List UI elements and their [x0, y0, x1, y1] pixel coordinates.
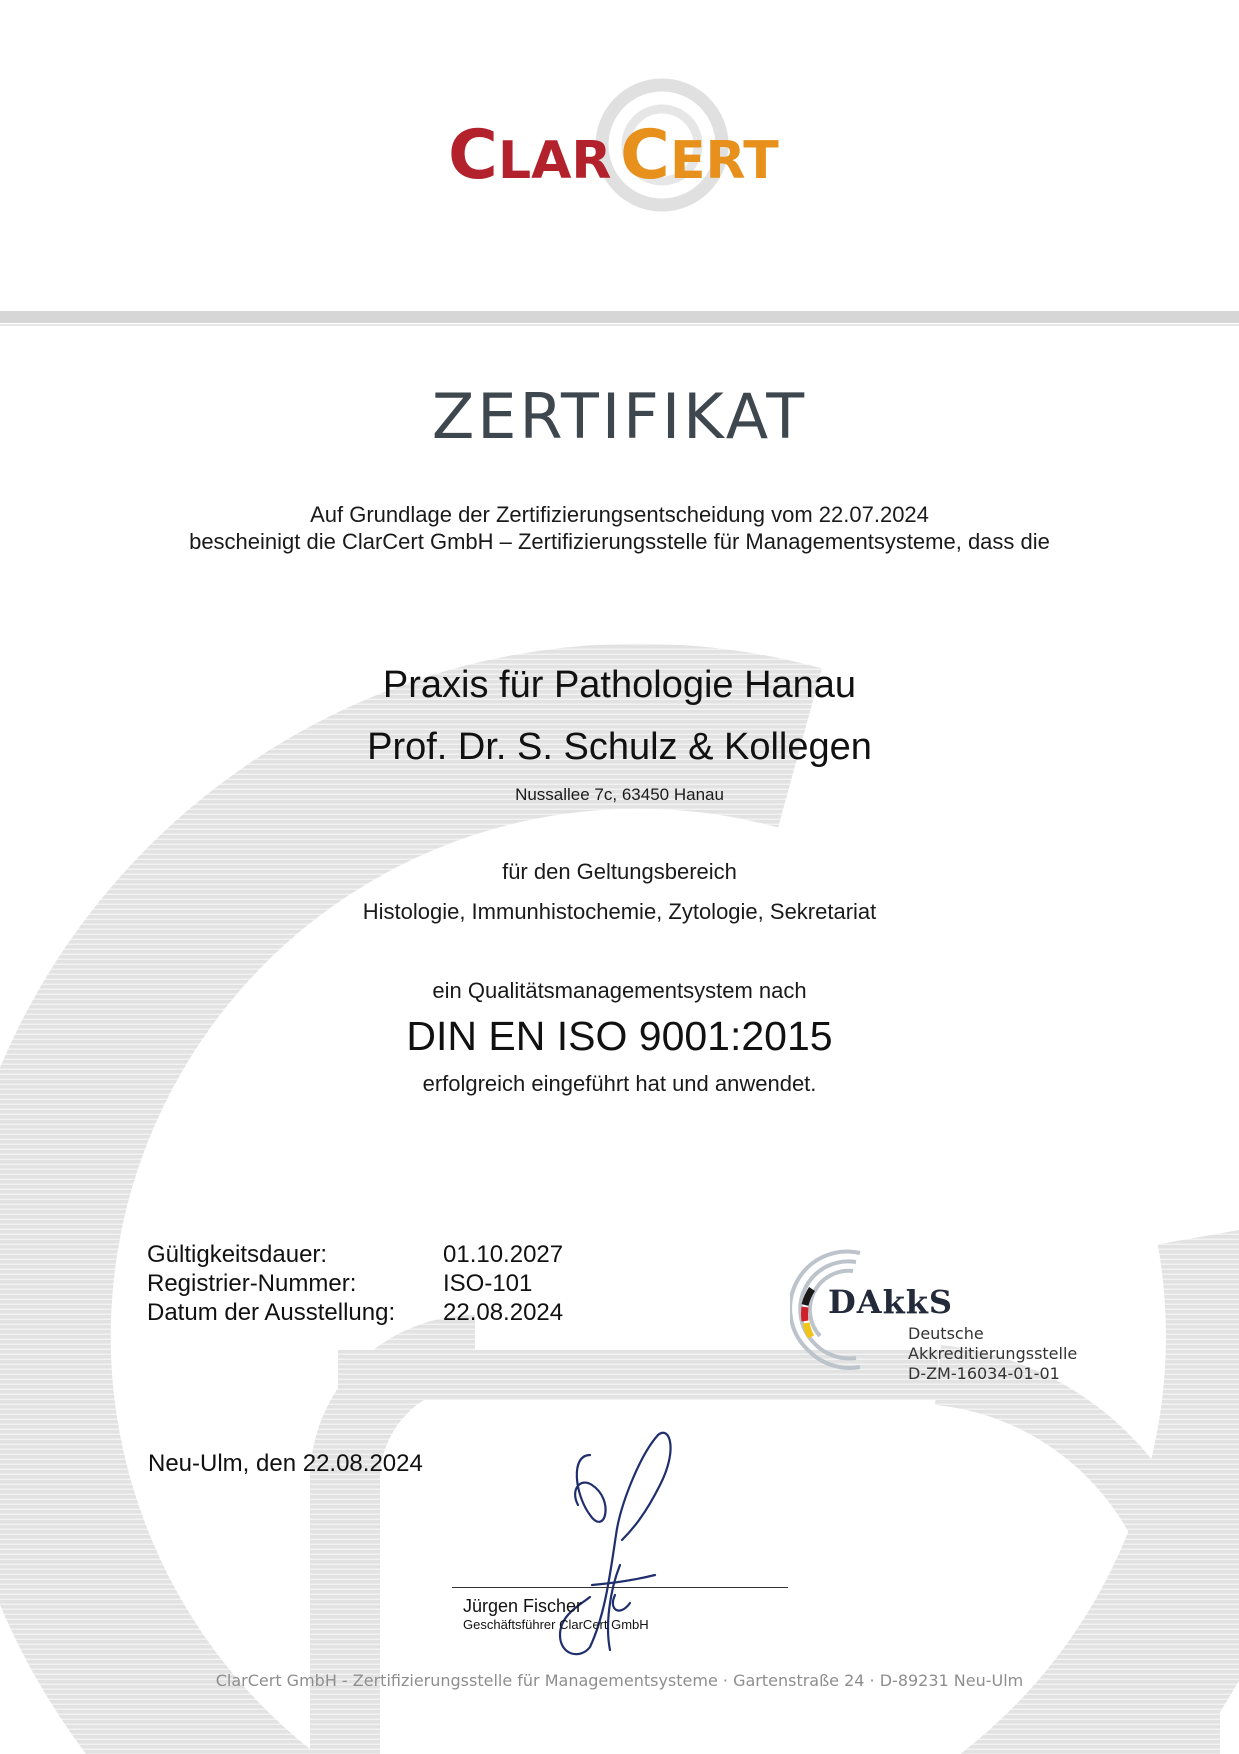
organization-partners: Prof. Dr. S. Schulz & Kollegen — [367, 726, 872, 768]
place-and-date: Neu-Ulm, den 22.08.2024 — [148, 1450, 423, 1477]
header-divider — [0, 311, 1239, 323]
header-divider-thin — [0, 324, 1239, 326]
intro-line-1: Auf Grundlage der Zertifizierungsentscheidung vom 22.07.2024 — [310, 502, 929, 527]
footer-address: ClarCert GmbH - Zertifizierungsstelle für Managementsysteme · Gartenstraße 24 · D-89231 Neu-Ulm — [215, 1671, 1024, 1690]
registration-value: ISO-101 — [443, 1270, 533, 1297]
signature-line — [452, 1587, 788, 1588]
standard-outro: erfolgreich eingeführt hat und anwendet. — [422, 1071, 817, 1096]
certificate-title: ZERTIFIKAT — [431, 380, 808, 453]
signatory-role: Geschäftsführer ClarCert GmbH — [463, 1617, 649, 1632]
validity-value: 01.10.2027 — [443, 1241, 564, 1268]
validity-label: Gültigkeitsdauer: — [147, 1241, 328, 1268]
standard-name: DIN EN ISO 9001:2015 — [406, 1013, 833, 1059]
dakks-line-2: Akkreditierungsstelle — [908, 1344, 1078, 1363]
clarcert-logo — [430, 68, 810, 248]
dakks-accreditation-number: D-ZM-16034-01-01 — [908, 1364, 1060, 1383]
signatory-name: Jürgen Fischer — [463, 1596, 583, 1616]
dakks-line-1: Deutsche — [908, 1324, 984, 1343]
organization-address: Nussallee 7c, 63450 Hanau — [515, 785, 724, 804]
scope-value: Histologie, Immunhistochemie, Zytologie, Sekretariat — [362, 899, 877, 924]
dakks-name: DAkkS — [828, 1283, 954, 1321]
issue-date-label: Datum der Ausstellung: — [147, 1299, 396, 1326]
organization-name: Praxis für Pathologie Hanau — [382, 664, 857, 706]
standard-intro: ein Qualitätsmanagementsystem nach — [432, 978, 807, 1003]
registration-label: Registrier-Nummer: — [147, 1270, 357, 1297]
issue-date-value: 22.08.2024 — [443, 1299, 564, 1326]
scope-label: für den Geltungsbereich — [502, 859, 737, 884]
svg-text:LAR: LAR — [498, 131, 612, 191]
svg-text:ERT: ERT — [670, 131, 779, 191]
svg-text:C: C — [448, 116, 499, 195]
intro-line-2: bescheinigt die ClarCert GmbH – Zertifizierungsstelle für Managementsysteme, dass die — [189, 529, 1050, 554]
svg-text:C: C — [620, 116, 670, 195]
